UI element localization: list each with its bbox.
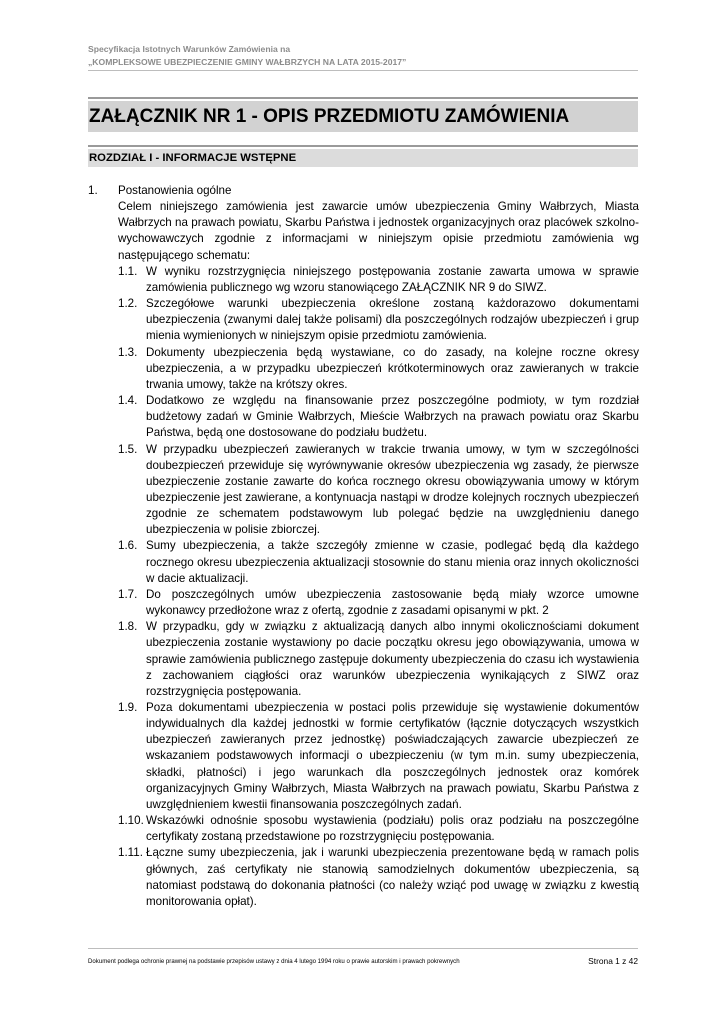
list-item	[118, 264, 639, 296]
list-item-text: Łączne sumy ubezpieczenia, jak i warunki ubezpieczenia prezentowane będą w ramach polis głównych, zaś certyfikaty nie stanowią samodzielnych dokumentów ubezpieczenia, są natomiast podstawą do dokonania płatności (co należy wziąć pod uwagę w związku z kwestią monitorowania opłat).	[146, 846, 639, 908]
list-item	[118, 700, 639, 813]
list-item	[118, 587, 639, 619]
list-item-text: Do poszczególnych umów ubezpieczenia zastosowanie będą miały wzorce umowne wykonawcy przedłożone wraz z ofertą, zgodnie z zasadami opisanymi w pkt. 2	[146, 587, 639, 618]
section-heading: ROZDZIAŁ I - INFORMACJE WSTĘPNE	[88, 149, 638, 167]
list-item-number: 1.3.	[118, 345, 138, 359]
document-body	[88, 183, 639, 910]
point-1-number: 1.	[88, 184, 98, 197]
list-item-text: W przypadku ubezpieczeń zawieranych w trakcie trwania umowy, w tym w szczególności doubezpieczeń przewiduje się wyrównywanie okresów ubezpieczenia wg zasady, że pierwsze ubezpieczenie zostanie zawarte do końca rocznego okresu obowiązywania umowy w którym ubezpieczenie jest zawierane, a kontynuacja nastąpi w drodze kolejnych rocznych ubezpieczeń zgodnie ze schematem podstawowym lub polegać będzie na uwzględnieniu danego ubezpieczenia w polisie zbiorczej.	[146, 442, 639, 537]
list-item-text: Szczegółowe warunki ubezpieczenia określone zostaną każdorazowo dokumentami ubezpieczenia (zwanymi dalej także polisami) dla poszczególnych rodzajów ubezpieczeń i grup mienia wymienionych w niniejszym opisie przedmiotu zamówienia.	[146, 297, 639, 343]
list-item-number: 1.8.	[118, 620, 138, 634]
list-item-number: 1.9.	[118, 701, 138, 714]
point-1-heading: Postanowienia ogólne	[118, 184, 232, 197]
footer-divider	[88, 948, 638, 949]
point-1-intro: Celem niniejszego zamówienia jest zawarcie umów ubezpieczenia Gminy Wałbrzych, Miasta Wałbrzych na prawach powiatu, Skarbu Państwa i jednostek organizacyjnych oraz placówek szkolno-wychowawczych zgodnie z informacjami w niniejszym opisie przedmiotu zamówienia wg następującego schematu:	[118, 200, 639, 262]
header-divider	[88, 70, 638, 71]
list-item	[118, 845, 639, 910]
list-item-number: 1.5.	[118, 442, 138, 456]
list-item	[118, 345, 639, 393]
list-item	[118, 442, 639, 539]
list-item	[118, 296, 639, 344]
page-number: Strona 1 z 42	[588, 956, 638, 966]
list-item-text: W wyniku rozstrzygnięcia niniejszego postępowania zostanie zawarta umowa w sprawie zamówienia publicznego wg wzoru stanowiącego ZAŁĄCZNIK NR 9 do SIWZ.	[146, 264, 639, 294]
list-item-text: Sumy ubezpieczenia, a także szczegóły zmienne w czasie, podlegać będą dla każdego rocznego okresu ubezpieczenia aktualizacji stosownie do stanu mienia oraz innych okoliczności w dacie aktualizacji.	[146, 539, 639, 585]
list-item-text: Poza dokumentami ubezpieczenia w postaci polis przewiduje się wystawienie dokumentów indywidualnych dla każdej jednostki w formie certyfikatów (łącznie dotyczących wszystkich ubezpieczeń zawieranych przez jednostkę) poświadczających zawarcie ubezpieczeń ze wskazaniem podstawowych informacji o ubezpieczeniu (w tym m.in. sumy ubezpieczenia, składki, płatności) i jego warunkach dla poszczególnych jednostek oraz komórek organizacyjnych Gminy Wałbrzych, Miasta Wałbrzych na prawach powiatu, Skarbu Państwa z uwzględnieniem kwestii finansowania poszczególnych zadań.	[146, 701, 639, 811]
document-header	[88, 43, 638, 69]
list-item	[118, 813, 639, 845]
header-line-1: Specyfikacja Istotnych Warunków Zamówienia na	[88, 44, 291, 54]
copyright-note: Dokument podlega ochronie prawnej na podstawie przepisów ustawy z dnia 4 lutego 1994 roku o prawie autorskim i prawach pokrewnych	[88, 958, 460, 965]
list-item-number: 1.6.	[118, 539, 138, 553]
title-top-rule	[88, 97, 638, 99]
list-item-text: Wskazówki odnośnie sposobu wystawienia (podziału) polis oraz podziału na poszczególne certyfikaty zostaną przedstawione po rozstrzygnięciu postępowania.	[146, 814, 639, 844]
list-item-number: 1.4.	[118, 394, 138, 408]
list-item-number: 1.1.	[118, 264, 138, 278]
page-title: ZAŁĄCZNIK NR 1 - OPIS PRZEDMIOTU ZAMÓWIENIA	[88, 101, 638, 132]
list-item-number: 1.11.	[118, 846, 143, 860]
list-item-number: 1.10.	[118, 814, 144, 828]
list-item-text: Dodatkowo ze względu na finansowanie przez poszczególne podmioty, w tym rozdział budżetowy zadań w Gminie Wałbrzych, Mieście Wałbrzych na prawach powiatu oraz Skarbu Państwa, będą one dostosowane do podziału budżetu.	[146, 394, 639, 440]
header-line-2: „KOMPLEKSOWE UBEZPIECZENIE GMINY WAŁBRZYCH NA LATA 2015-2017”	[88, 57, 407, 67]
point-1-list	[118, 264, 639, 910]
point-1-heading-row	[88, 183, 639, 199]
list-item-number: 1.7.	[118, 587, 138, 601]
list-item-number: 1.2.	[118, 297, 138, 311]
list-item	[118, 619, 639, 700]
list-item	[118, 538, 639, 586]
list-item	[118, 393, 639, 441]
list-item-text: Dokumenty ubezpieczenia będą wystawiane, co do zasady, na kolejne roczne okresy ubezpieczenia, a w przypadku ubezpieczeń krótkoterminowych oraz zawieranych w trakcie trwania umowy, także na krótszy okres.	[146, 345, 639, 391]
list-item-text: W przypadku, gdy w związku z aktualizacją danych albo innymi okolicznościami dokument ubezpieczenia zostanie wystawiony po dacie początku okresu jego obowiązywania, umowa w sprawie zamówienia publicznego zastępuje dokumenty ubezpieczenia do czasu ich wystawienia z zachowaniem ciągłości oraz warunków ubezpieczenia wynikających z SIWZ oraz rozstrzygnięcia postępowania.	[146, 620, 640, 698]
section-top-rule	[88, 145, 638, 147]
